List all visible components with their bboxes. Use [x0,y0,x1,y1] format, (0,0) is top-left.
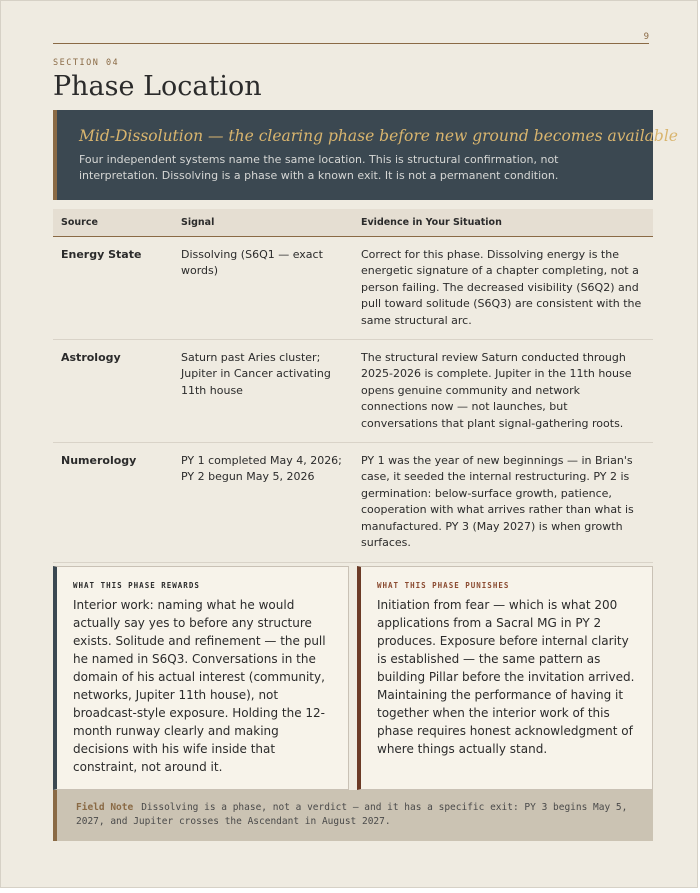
phase-banner [53,110,678,200]
row-source: Astrology [53,340,173,443]
rewards-heading: WHAT THIS PHASE REWARDS [73,581,200,590]
field-note-text: Dissolving is a phase, not a verdict — and it has a specific exit: PY 3 begins May 5, 2027, and Jupiter crosses the Ascendant in August 2027. [76,802,628,827]
field-note [53,790,653,841]
header-evidence: Evidence in Your Situation [353,209,653,237]
punishes-text: Initiation from fear — which is what 200 applications from a Sacral MG in PY 2 produces. Exposure before internal clarity is established — the same pattern as building Pillar before the invitation arrived. Maintaining the performance of having it together when the interior work of this phase requires honest acknowledgment of where things actually stand. [377,598,635,756]
table-row [53,340,653,443]
header-signal: Signal [173,209,353,237]
evidence-table [53,209,653,563]
rewards-card [53,566,349,790]
page-title: Phase Location [53,71,262,102]
row-source: Numerology [53,443,173,562]
table-row [53,443,653,562]
header-rule [53,43,649,44]
banner-heading: Mid-Dissolution — the clearing phase before new ground becomes available [79,127,678,145]
banner-text: Four independent systems name the same location. This is structural confirmation, not interpretation. Dissolving is a phase with a known exit. It is not a permanent condition. [79,153,559,182]
row-source: Energy State [53,237,173,340]
page-number: 9 [643,32,649,42]
punishes-card [357,566,653,790]
row-evidence: Correct for this phase. Dissolving energy is the energetic signature of a chapter completing, not a person failing. The decreased visibility (S6Q2) and pull toward solitude (S6Q3) are consistent with the same structural arc. [353,237,653,340]
section-label: SECTION 04 [53,58,120,68]
header-source: Source [53,209,173,237]
table-row [53,237,653,340]
phase-columns [53,566,653,790]
row-signal: Saturn past Aries cluster; Jupiter in Cancer activating 11th house [173,340,353,443]
field-note-label: Field Note [76,802,134,813]
table-header-row [53,209,653,237]
rewards-text: Interior work: naming what he would actually say yes to before any structure exists. Solitude and refinement — the pull he named in S6Q3. Conversations in the domain of his actual interest (community, networks, Jupiter 11th house), not broadcast-style exposure. Holding the 12-month runway clearly and making decisions with his wife inside that constraint, not around it. [73,598,326,774]
row-signal: Dissolving (S6Q1 — exact words) [173,237,353,340]
row-evidence: The structural review Saturn conducted through 2025-2026 is complete. Jupiter in the 11th house opens genuine community and network connections now — not launches, but conversations that plant signal-gathering roots. [353,340,653,443]
row-evidence: PY 1 was the year of new beginnings — in Brian's case, it seeded the internal restructuring. PY 2 is germination: below-surface growth, patience, cooperation with what arrives rather than what is manufactured. PY 3 (May 2027) is when growth surfaces. [353,443,653,562]
punishes-heading: WHAT THIS PHASE PUNISHES [377,581,510,590]
row-signal: PY 1 completed May 4, 2026; PY 2 begun May 5, 2026 [173,443,353,562]
